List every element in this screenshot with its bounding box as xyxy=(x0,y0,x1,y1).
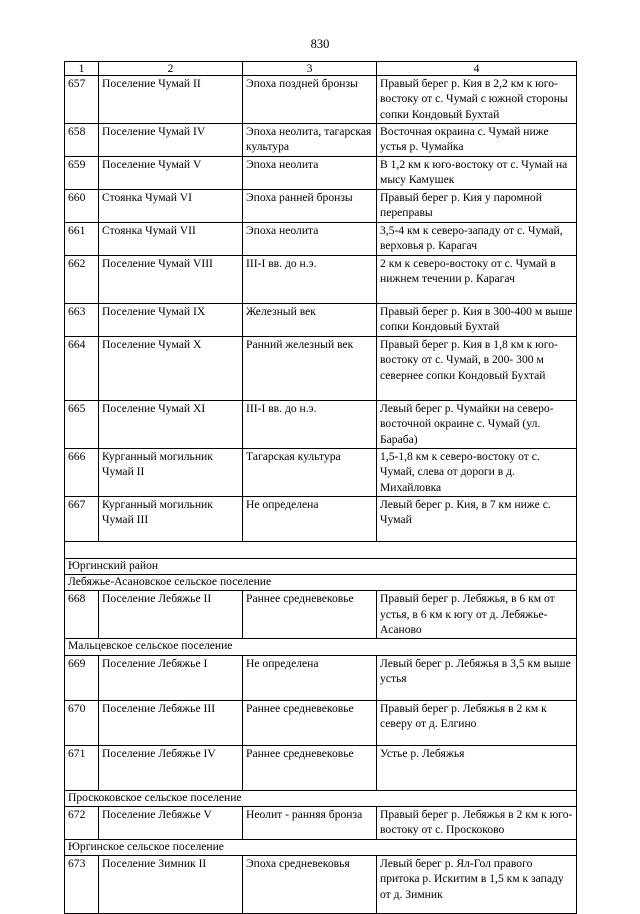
site-number: 673 xyxy=(65,856,99,914)
column-header-4: 4 xyxy=(377,62,577,76)
site-number: 658 xyxy=(65,124,99,157)
site-name: Стоянка Чумай VI xyxy=(99,190,243,223)
site-location: Правый берег р. Лебяжья в 2 км к северу от д. Елгино xyxy=(377,700,577,745)
table-row xyxy=(65,591,577,639)
site-location: Правый берег р. Кия в 300-400 м выше сопки Кондовый Бухтай xyxy=(377,304,577,337)
site-number: 661 xyxy=(65,223,99,256)
site-period: Ранний железный век xyxy=(243,337,377,401)
site-location: 3,5-4 км к северо-западу от с. Чумай, верховья р. Карагач xyxy=(377,223,577,256)
page-number: 830 xyxy=(310,37,330,51)
table-row xyxy=(65,76,577,124)
site-name: Поселение Чумай V xyxy=(99,157,243,190)
site-period: Раннее средневековье xyxy=(243,591,377,639)
site-number: 668 xyxy=(65,591,99,639)
site-number: 659 xyxy=(65,157,99,190)
site-location: Восточная окраина с. Чумай ниже устья р. Чумайка xyxy=(377,124,577,157)
site-period: Раннее средневековье xyxy=(243,700,377,745)
site-period: Неолит - ранняя бронза xyxy=(243,806,377,839)
blank-row xyxy=(65,542,577,559)
site-number: 657 xyxy=(65,76,99,124)
table-row xyxy=(65,745,577,790)
table-row xyxy=(65,124,577,157)
site-location: В 1,2 км к юго-востоку от с. Чумай на мысу Камушек xyxy=(377,157,577,190)
site-number: 663 xyxy=(65,304,99,337)
site-name: Курганный могильник Чумай II xyxy=(99,449,243,497)
table-row xyxy=(65,337,577,401)
settlement-row xyxy=(65,575,577,591)
table-row xyxy=(65,449,577,497)
site-name: Поселение Лебяжье I xyxy=(99,655,243,700)
site-period: Эпоха ранней бронзы xyxy=(243,190,377,223)
table-row xyxy=(65,223,577,256)
settlement-row xyxy=(65,639,577,655)
table-row xyxy=(65,655,577,700)
site-name: Поселение Чумай XI xyxy=(99,401,243,449)
site-period: Тагарская культура xyxy=(243,449,377,497)
site-name: Поселение Чумай X xyxy=(99,337,243,401)
table-row xyxy=(65,304,577,337)
site-name: Поселение Чумай II xyxy=(99,76,243,124)
site-location: Правый берег р. Кия в 2,2 км к юго-востоку от с. Чумай с южной стороны сопки Кондовый Бухтай xyxy=(377,76,577,124)
site-location: Левый берег р. Ял-Гол правого притока р. Искитим в 1,5 км к западу от д. Зимник xyxy=(377,856,577,914)
table-row xyxy=(65,700,577,745)
site-number: 660 xyxy=(65,190,99,223)
site-period: Эпоха неолита xyxy=(243,223,377,256)
district-heading: Юргинский район xyxy=(65,559,577,575)
table-row xyxy=(65,401,577,449)
site-number: 666 xyxy=(65,449,99,497)
site-period: Эпоха неолита xyxy=(243,157,377,190)
site-number: 669 xyxy=(65,655,99,700)
site-name: Поселение Лебяжье IV xyxy=(99,745,243,790)
site-period: Эпоха неолита, тагарская культура xyxy=(243,124,377,157)
site-number: 667 xyxy=(65,497,99,542)
table-row xyxy=(65,806,577,839)
site-period: Эпоха поздней бронзы xyxy=(243,76,377,124)
site-name: Поселение Лебяжье II xyxy=(99,591,243,639)
site-number: 665 xyxy=(65,401,99,449)
heritage-sites-table xyxy=(64,61,577,914)
site-name: Поселение Лебяжье V xyxy=(99,806,243,839)
table-row xyxy=(65,256,577,304)
site-location: Левый берег р. Чумайки на северо-восточной окраине с. Чумай (ул. Бараба) xyxy=(377,401,577,449)
settlement-row xyxy=(65,790,577,806)
site-period: Не определена xyxy=(243,497,377,542)
site-location: Правый берег р. Лебяжья, в 6 км от устья, в 6 км к югу от д. Лебяжье-Асаново xyxy=(377,591,577,639)
site-location: 2 км к северо-востоку от с. Чумай в нижнем течении р. Карагач xyxy=(377,256,577,304)
table-row xyxy=(65,190,577,223)
site-name: Курганный могильник Чумай III xyxy=(99,497,243,542)
column-header-1: 1 xyxy=(65,62,99,76)
site-location: 1,5-1,8 км к северо-востоку от с. Чумай, слева от дороги в д. Михайловка xyxy=(377,449,577,497)
site-period: Железный век xyxy=(243,304,377,337)
column-header-3: 3 xyxy=(243,62,377,76)
settlement-row xyxy=(65,839,577,855)
site-number: 662 xyxy=(65,256,99,304)
site-name: Поселение Лебяжье III xyxy=(99,700,243,745)
site-name: Стоянка Чумай VII xyxy=(99,223,243,256)
site-location: Устье р. Лебяжья xyxy=(377,745,577,790)
site-name: Поселение Чумай IX xyxy=(99,304,243,337)
site-number: 670 xyxy=(65,700,99,745)
site-location: Правый берег р. Кия у паромной переправы xyxy=(377,190,577,223)
site-name: Поселение Зимник II xyxy=(99,856,243,914)
site-location: Левый берег р. Лебяжья в 3,5 км выше устья xyxy=(377,655,577,700)
site-name: Поселение Чумай VIII xyxy=(99,256,243,304)
table-row xyxy=(65,497,577,542)
header-row xyxy=(65,62,577,76)
district-row xyxy=(65,559,577,575)
site-location: Правый берег р. Лебяжья в 2 км к юго-востоку от с. Проскоково xyxy=(377,806,577,839)
site-location: Левый берег р. Кия, в 7 км ниже с. Чумай xyxy=(377,497,577,542)
table-row xyxy=(65,157,577,190)
site-number: 671 xyxy=(65,745,99,790)
site-name: Поселение Чумай IV xyxy=(99,124,243,157)
blank-cell xyxy=(65,542,577,559)
site-number: 664 xyxy=(65,337,99,401)
site-period: III-I вв. до н.э. xyxy=(243,256,377,304)
settlement-heading: Проскоковское сельское поселение xyxy=(65,790,577,806)
settlement-heading: Юргинское сельское поселение xyxy=(65,839,577,855)
column-header-2: 2 xyxy=(99,62,243,76)
site-location: Правый берег р. Кия в 1,8 км к юго-востоку от с. Чумай, в 200- 300 м севернее сопки Кондовый Бухтай xyxy=(377,337,577,401)
settlement-heading: Мальцевское сельское поселение xyxy=(65,639,577,655)
site-period: Не определена xyxy=(243,655,377,700)
settlement-heading: Лебяжье-Асановское сельское поселение xyxy=(65,575,577,591)
site-period: Раннее средневековье xyxy=(243,745,377,790)
site-period: III-I вв. до н.э. xyxy=(243,401,377,449)
site-number: 672 xyxy=(65,806,99,839)
site-period: Эпоха средневековья xyxy=(243,856,377,914)
